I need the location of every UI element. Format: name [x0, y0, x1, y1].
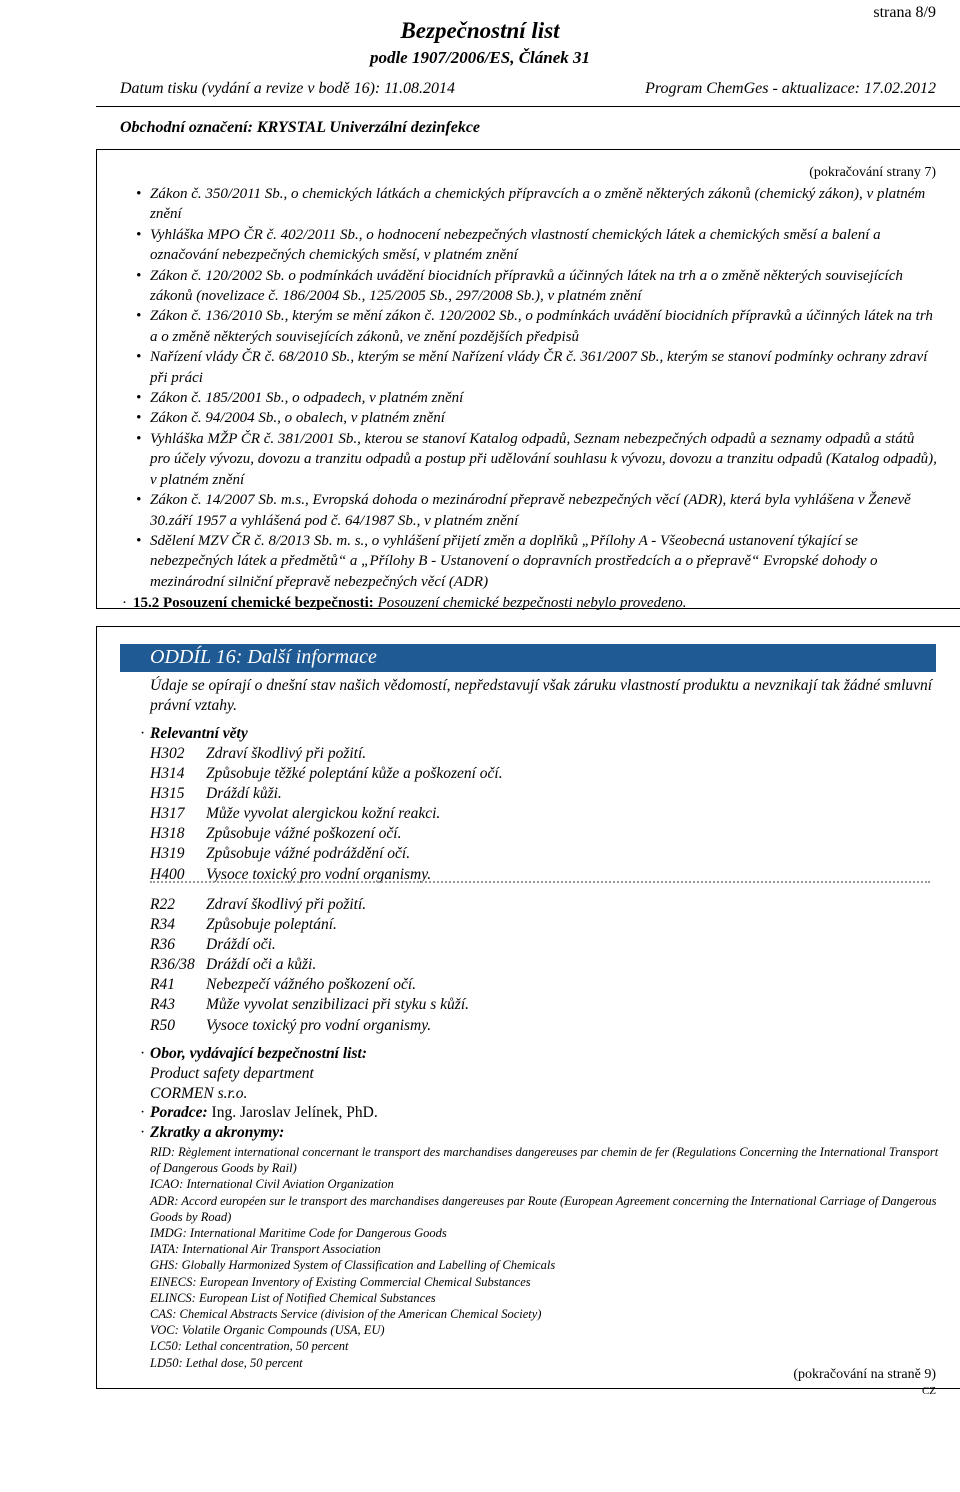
- phrase-code: R41: [150, 976, 175, 994]
- issuer-company: CORMEN s.r.o.: [150, 1085, 248, 1102]
- print-date: Datum tisku (vydání a revize v bodě 16): 11.08.2014: [120, 80, 456, 97]
- abbreviation-item: GHS: Globally Harmonized System of Classification and Labelling of Chemicals: [150, 1258, 556, 1273]
- phrase-text: Způsobuje těžké poleptání kůže a poškození očí.: [206, 765, 503, 783]
- assessment-label: 15.2 Posouzení chemické bezpečnosti:: [133, 595, 374, 612]
- bullet-dot: ·: [140, 725, 146, 742]
- r-phrases-list: [150, 895, 850, 1036]
- trade-name-divider: [96, 149, 960, 150]
- issuer-label: Obor, vydávající bezpečnostní list:: [150, 1045, 367, 1062]
- page-number: strana 8/9: [873, 4, 936, 21]
- issuer-details: [150, 1064, 314, 1104]
- abbreviation-item: LD50: Lethal dose, 50 percent: [150, 1355, 303, 1370]
- r-phrase-row: [150, 935, 850, 955]
- advisor-line: [140, 1104, 378, 1122]
- regulation-item: • Zákon č. 185/2001 Sb., o odpadech, v platném znění: [133, 388, 938, 408]
- r-phrase-row: [150, 895, 850, 915]
- phrase-code: R34: [150, 916, 175, 934]
- phrase-text: Zdraví škodlivý při požití.: [206, 896, 367, 913]
- phrase-code: R36: [150, 936, 175, 954]
- phrase-code: H318: [150, 825, 185, 843]
- chemical-safety-assessment: [122, 593, 938, 613]
- abbreviation-item: ICAO: International Civil Aviation Organization: [150, 1177, 394, 1192]
- h-phrase-row: [150, 744, 850, 764]
- bullet-dot: ·: [140, 1124, 146, 1141]
- dotted-separator: [150, 881, 930, 883]
- regulation-item: • Nařízení vlády ČR č. 68/2010 Sb., kterým se mění Nařízení vlády ČR č. 361/2007 Sb., kterým se stanoví podmínky ochrany zdraví při práci: [133, 347, 938, 388]
- phrase-code: R50: [150, 1016, 175, 1034]
- relevant-phrases-label: Relevantní věty: [150, 725, 248, 742]
- abbreviation-item: RID: Règlement international concernant le transport des marchandises dangereuses par chemin de fer (Regulations Concerning the International Transport of Dangerous Goods by Rail): [150, 1145, 939, 1176]
- abbreviation-item: ADR: Accord européen sur le transport des marchandises dangereuses par Route (European Agreement concerning the International Carriage of Dangerous Goods by Road): [150, 1193, 937, 1224]
- regulations-list: [122, 184, 938, 614]
- trade-name: Obchodní označení: KRYSTAL Univerzální dezinfekce: [120, 119, 481, 136]
- advisor-name: Ing. Jaroslav Jelínek, PhD.: [211, 1104, 378, 1121]
- phrase-code: R36/38: [150, 956, 195, 974]
- phrase-code: R43: [150, 996, 175, 1014]
- phrase-code: H314: [150, 765, 185, 783]
- regulation-item: • Vyhláška MPO ČR č. 402/2011 Sb., o hodnocení nebezpečných vlastností chemických látek a chemických směsí a balení a označování nebezpečných chemických směsí, v platném znění: [133, 225, 938, 266]
- abbreviations-list: [150, 1144, 940, 1371]
- phrase-code: H400: [150, 865, 185, 883]
- document-title: Bezpečnostní list: [400, 18, 560, 43]
- r-phrase-row: [150, 995, 850, 1015]
- issuer-heading: [140, 1045, 367, 1063]
- abbreviation-item: VOC: Volatile Organic Compounds (USA, EU): [150, 1323, 385, 1338]
- bullet-dot: ·: [140, 1045, 146, 1062]
- phrase-text: Způsobuje vážné poškození očí.: [206, 825, 402, 843]
- section16-title: ODDÍL 16: Další informace: [150, 646, 377, 668]
- program-version: Program ChemGes - aktualizace: 17.02.2012: [645, 80, 936, 97]
- phrase-text: Zdraví škodlivý při požití.: [206, 745, 367, 762]
- r-phrase-row: [150, 1016, 850, 1036]
- regulation-item: • Zákon č. 136/2010 Sb., kterým se mění zákon č. 120/2002 Sb., o podmínkách uvádění biocidních přípravků a účinných látek na trh a o změně některých souvisejících zákonů, ve znění pozdějších předpisů: [133, 306, 938, 347]
- advisor-label: Poradce:: [150, 1104, 208, 1121]
- h-phrase-row: [150, 764, 850, 784]
- regulation-item: • Zákon č. 120/2002 Sb. o podmínkách uvádění biocidních přípravků a účinných látek na trh a o změně některých souvisejících zákonů (novelizace č. 186/2004 Sb., 125/2005 Sb., 297/2008 Sb.), v platném znění: [133, 266, 938, 307]
- section16-header: [120, 644, 936, 672]
- regulation-item: • Zákon č. 14/2007 Sb. m.s., Evropská dohoda o mezinárodní přepravě nebezpečných věcí (ADR), která byla vyhlášena v Ženevě 30.září 1957 a vyhlášená pod č. 64/1987 Sb., v platném znění: [133, 490, 938, 531]
- abbreviation-item: ELINCS: European List of Notified Chemical Substances: [150, 1290, 436, 1305]
- phrase-text: Způsobuje poleptání.: [206, 916, 337, 934]
- regulation-item: • Vyhláška MŽP ČR č. 381/2001 Sb., kterou se stanoví Katalog odpadů, Seznam nebezpečných odpadů a seznamy odpadů a států pro účely vývozu, dovozu a tranzitu odpadů a postup při udělování souhlasu k vývozu, dovozu a tranzitu odpadů (Katalog odpadů), v platném znění: [133, 429, 938, 490]
- h-phrase-row: [150, 784, 850, 804]
- section-margin-line: [96, 150, 97, 608]
- r-phrase-row: [150, 955, 850, 975]
- abbreviations-heading: [140, 1124, 285, 1142]
- phrase-code: H302: [150, 745, 185, 762]
- abbreviation-item: LC50: Lethal concentration, 50 percent: [150, 1339, 349, 1354]
- phrase-text: Dráždí oči.: [206, 936, 276, 954]
- phrase-text: Nebezpečí vážného poškození očí.: [206, 976, 417, 994]
- phrase-text: Dráždí kůži.: [206, 785, 282, 803]
- abbreviations-label: Zkratky a akronymy:: [150, 1124, 285, 1141]
- assessment-text: Posouzení chemické bezpečnosti nebylo provedeno.: [377, 595, 687, 612]
- abbreviation-item: CAS: Chemical Abstracts Service (division of the American Chemical Society): [150, 1307, 542, 1322]
- regulation-item: • Zákon č. 350/2011 Sb., o chemických látkách a chemických přípravcích a o změně některých zákonů (chemický zákon), v platném znění: [133, 184, 938, 225]
- r-phrase-row: [150, 975, 850, 995]
- section16-margin-line: [96, 626, 97, 1388]
- phrase-code: H317: [150, 805, 185, 823]
- phrase-text: Vysoce toxický pro vodní organismy.: [206, 865, 432, 883]
- phrase-text: Může vyvolat senzibilizaci při styku s kůží.: [206, 996, 470, 1014]
- r-phrase-row: [150, 915, 850, 935]
- document-subtitle: podle 1907/2006/ES, Článek 31: [369, 48, 591, 67]
- disclaimer-text: Údaje se opírají o dnešní stav našich vědomostí, nepředstavují však záruku vlastností produktu a nevznikají tak žádné smluvní právní vztahy.: [150, 677, 933, 714]
- continuation-from-previous: (pokračování strany 7): [809, 165, 936, 180]
- h-phrase-row: [150, 844, 850, 864]
- header-divider: [96, 106, 960, 107]
- section16-top-divider: [96, 626, 960, 627]
- relevant-phrases-heading: [140, 725, 248, 743]
- h-phrase-row: [150, 804, 850, 824]
- footer-divider: [96, 1388, 960, 1389]
- h-phrases-list: [150, 744, 850, 885]
- language-code: CZ: [921, 1385, 936, 1397]
- abbreviation-item: IATA: International Air Transport Association: [150, 1242, 381, 1257]
- issuer-department: Product safety department: [150, 1065, 314, 1082]
- continuation-to-next: (pokračování na straně 9): [793, 1367, 936, 1382]
- bullet-dot: ·: [140, 1104, 146, 1121]
- regulation-item: • Zákon č. 94/2004 Sb., o obalech, v platném znění: [133, 408, 938, 428]
- abbreviation-item: EINECS: European Inventory of Existing Commercial Chemical Substances: [150, 1274, 531, 1289]
- h-phrase-row: [150, 824, 850, 844]
- phrase-text: Způsobuje vážné podráždění očí.: [206, 845, 411, 863]
- phrase-code: R22: [150, 896, 175, 913]
- bullet-dot: ·: [122, 595, 127, 612]
- phrase-text: Dráždí oči a kůži.: [206, 956, 317, 974]
- phrase-text: Může vyvolat alergickou kožní reakci.: [206, 805, 441, 823]
- phrase-code: H315: [150, 785, 185, 803]
- regulation-item: • Sdělení MZV ČR č. 8/2013 Sb. m. s., o vyhlášení přijetí změn a doplňků „Přílohy A - Všeobecná ustanovení týkající se nebezpečných látek a předmětů“ a „Přílohy B - Ustanovení o dopravních prostředcích a o přepravě“ Evropské dohody o mezinárodní silniční přepravě nebezpečných věcí (ADR): [133, 531, 938, 592]
- phrase-text: Vysoce toxický pro vodní organismy.: [206, 1016, 432, 1034]
- abbreviation-item: IMDG: International Maritime Code for Dangerous Goods: [150, 1226, 447, 1241]
- phrase-code: H319: [150, 845, 185, 863]
